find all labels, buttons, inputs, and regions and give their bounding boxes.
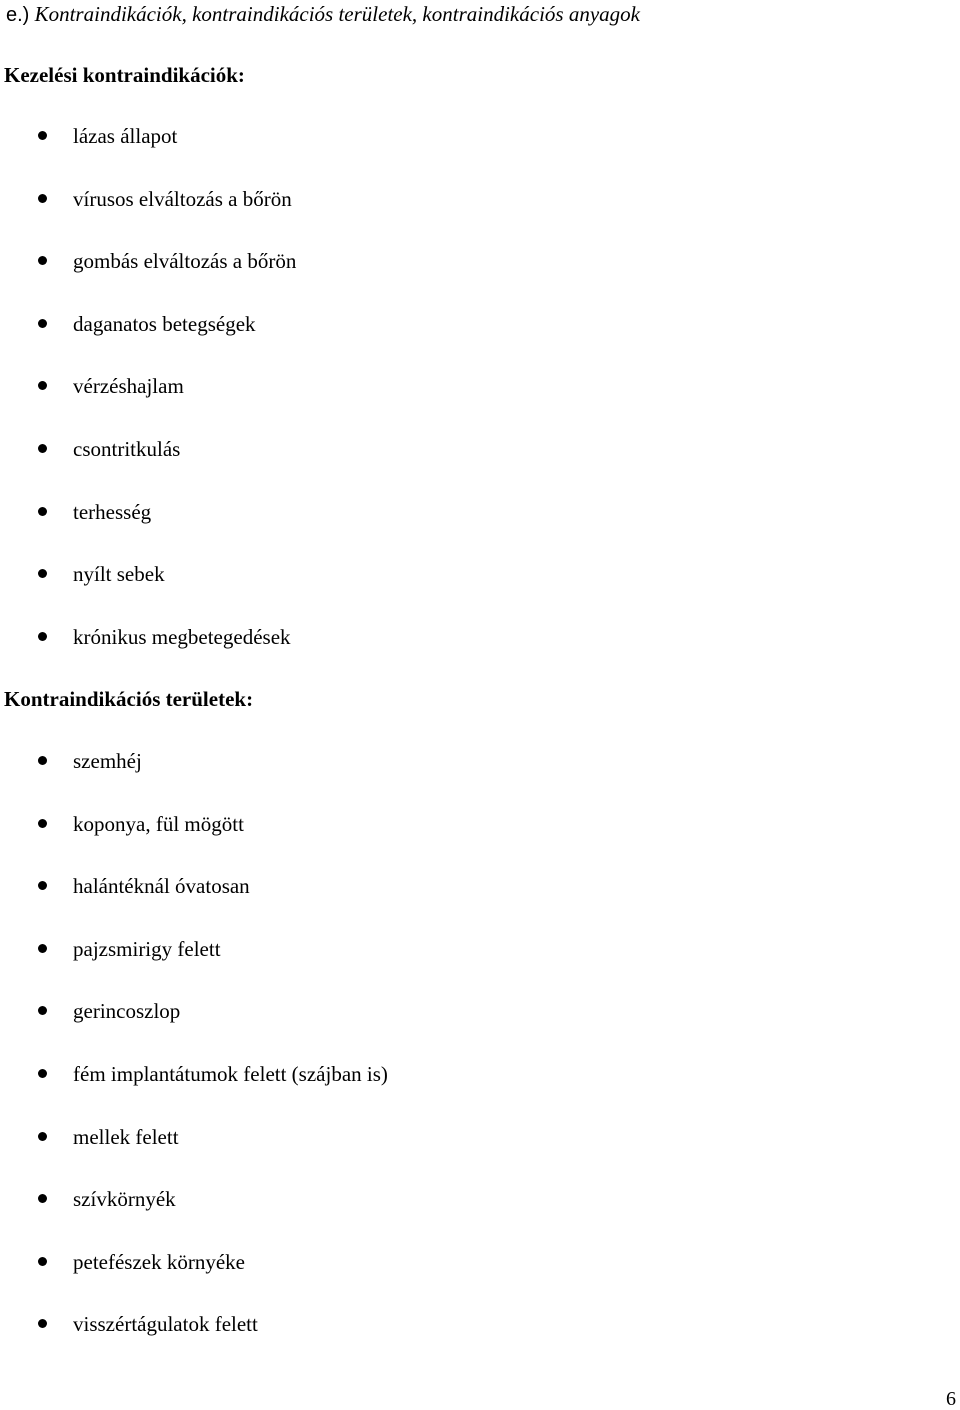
list-item: [0, 623, 900, 651]
bullet-icon: [38, 194, 47, 203]
list-item: [0, 1060, 900, 1088]
list-item-text: koponya, fül mögött: [73, 812, 244, 836]
bullet-icon: [38, 1257, 47, 1266]
list-item-text: fém implantátumok felett (szájban is): [73, 1062, 388, 1086]
bullet-icon: [38, 1132, 47, 1141]
list-item: [0, 247, 900, 275]
list-item: [0, 810, 900, 838]
section-heading: [6, 0, 640, 29]
list-item-text: szemhéj: [73, 749, 142, 773]
list-item: [0, 498, 900, 526]
page-number: 6: [946, 1388, 956, 1410]
list-item: [0, 185, 900, 213]
bullet-icon: [38, 1194, 47, 1203]
bullet-icon: [38, 381, 47, 390]
bullet-icon: [38, 1069, 47, 1078]
list-item: [0, 872, 900, 900]
list-item-text: csontritkulás: [73, 437, 181, 461]
bullet-icon: [38, 632, 47, 641]
treatment-contraindications-title: Kezelési kontraindikációk:: [4, 63, 245, 87]
list-item: [0, 310, 900, 338]
list-item: [0, 1310, 900, 1338]
list-item: [0, 1123, 900, 1151]
bullet-icon: [38, 256, 47, 265]
bullet-icon: [38, 319, 47, 328]
list-item: [0, 560, 900, 588]
list-item-text: vírusos elváltozás a bőrön: [73, 187, 292, 211]
section-number: e.): [6, 4, 30, 26]
bullet-icon: [38, 944, 47, 953]
list-item-text: nyílt sebek: [73, 562, 165, 586]
list-item-text: szívkörnyék: [73, 1187, 176, 1211]
bullet-icon: [38, 881, 47, 890]
list-item-text: gerincoszlop: [73, 999, 181, 1023]
list-item-text: terhesség: [73, 500, 152, 524]
list-item-text: krónikus megbetegedések: [73, 625, 291, 649]
list-item-text: mellek felett: [73, 1125, 179, 1149]
section-title: Kontraindikációk, kontraindikációs területek, kontraindikációs anyagok: [34, 2, 640, 26]
list-item: [0, 747, 900, 775]
bullet-icon: [38, 131, 47, 140]
bullet-icon: [38, 1006, 47, 1015]
list-item-text: lázas állapot: [73, 124, 178, 148]
list-item: [0, 1185, 900, 1213]
list-item-text: vérzéshajlam: [73, 374, 184, 398]
list-item: [0, 372, 900, 400]
list-item-text: gombás elváltozás a bőrön: [73, 249, 297, 273]
contraindicated-areas-title: Kontraindikációs területek:: [4, 687, 254, 711]
list-item-text: pajzsmirigy felett: [73, 937, 221, 961]
list-item: [0, 997, 900, 1025]
bullet-icon: [38, 1319, 47, 1328]
bullet-icon: [38, 756, 47, 765]
list-item-text: petefészek környéke: [73, 1250, 245, 1274]
list-item-text: visszértágulatok felett: [73, 1312, 258, 1336]
bullet-icon: [38, 569, 47, 578]
list-item: [0, 435, 900, 463]
list-item-text: daganatos betegségek: [73, 312, 256, 336]
bullet-icon: [38, 507, 47, 516]
list-item-text: halántéknál óvatosan: [73, 874, 250, 898]
bullet-icon: [38, 444, 47, 453]
bullet-icon: [38, 819, 47, 828]
list-item: [0, 935, 900, 963]
list-item: [0, 1248, 900, 1276]
list-item: [0, 122, 900, 150]
